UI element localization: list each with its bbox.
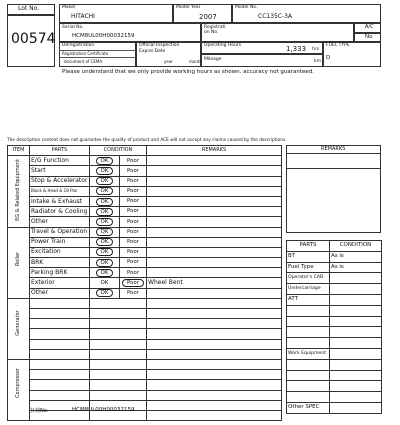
- empty-row: [8, 400, 282, 410]
- poor-cell: [120, 207, 147, 217]
- parts-name: [287, 381, 330, 392]
- item-cell: [8, 288, 30, 298]
- parts-name: [287, 327, 330, 338]
- poor-cell: [120, 288, 147, 298]
- expire-date-label: Expire Date: [139, 49, 166, 54]
- empty-cell: [90, 349, 147, 359]
- model-no-value: CC135C-3A: [258, 13, 293, 20]
- poor-cell: [120, 278, 147, 288]
- empty-cell: [8, 339, 30, 349]
- ok-cell: [90, 196, 120, 206]
- parts-name: [287, 370, 330, 381]
- poor-option: Poor: [126, 249, 140, 256]
- parts-condition: [330, 294, 382, 305]
- parts-condition: [330, 359, 382, 370]
- registration-label: Registrati on No.: [204, 25, 226, 35]
- empty-cell: [147, 309, 282, 319]
- condition-row: [8, 156, 282, 166]
- parts-name: [287, 305, 330, 316]
- empty-row: [8, 370, 282, 380]
- section-label-compressor: Compressor: [15, 367, 21, 398]
- ok-option: OK: [96, 259, 114, 267]
- empty-cell: [147, 410, 282, 420]
- poor-cell: [120, 166, 147, 176]
- item-cell: [8, 278, 30, 288]
- empty-cell: [147, 298, 282, 308]
- mileage-unit: km: [314, 59, 321, 64]
- empty-cell: [30, 319, 90, 329]
- ok-option: OK: [96, 269, 114, 277]
- parts-name: [287, 338, 330, 349]
- ok-option: OK: [96, 228, 114, 236]
- poor-option: Poor: [126, 259, 140, 266]
- ok-option: OK: [96, 218, 114, 226]
- parts-row: [287, 284, 382, 295]
- remark-cell: [147, 196, 282, 206]
- section-label-roller: Roller: [15, 251, 21, 266]
- parts-row: [287, 305, 382, 316]
- item-cell: [8, 227, 30, 237]
- mileage-label: Mileage: [204, 57, 222, 62]
- remark-cell: [147, 176, 282, 186]
- parts-row: [287, 338, 382, 349]
- remark-cell: [147, 247, 282, 257]
- ok-option: OK: [96, 157, 114, 165]
- ok-cell: [90, 156, 120, 166]
- parts-condition: [330, 338, 382, 349]
- parts-col-header: PARTS: [287, 241, 330, 252]
- parts-row: [287, 262, 382, 273]
- parts-row: [287, 316, 382, 327]
- part-name: Intake & Exhaust: [30, 196, 90, 206]
- empty-cell: [90, 339, 147, 349]
- empty-cell: [30, 380, 90, 390]
- remarks-box-title: REMARKS: [321, 146, 346, 152]
- poor-cell: [120, 176, 147, 186]
- serial-label: Serial No.: [62, 25, 84, 30]
- condition-row: [8, 227, 282, 237]
- disclaimer-text: The description content does not guarantee the quality of product and ACE will not accept any claims caused by the descriptions.: [7, 138, 287, 143]
- ok-option: OK: [96, 289, 114, 297]
- fuel-type-value: D: [326, 55, 331, 61]
- poor-cell: [120, 258, 147, 268]
- empty-cell: [30, 349, 90, 359]
- item-header: ITEM: [8, 146, 30, 156]
- lot-no-label: Lot No.: [18, 5, 40, 12]
- empty-cell: [30, 390, 90, 400]
- parts-name: Other SPEC: [287, 402, 330, 413]
- empty-cell: [90, 298, 147, 308]
- condition-row: [8, 268, 282, 278]
- poor-option: Poor: [126, 228, 140, 235]
- parts-condition: [330, 381, 382, 392]
- remark-cell: [147, 258, 282, 268]
- part-name: Block & Head & Oil Pan: [30, 186, 90, 196]
- part-name: Stop & Accelerator: [30, 176, 90, 186]
- parts-row: [287, 402, 382, 413]
- empty-cell: [90, 359, 147, 369]
- parts-row: [287, 370, 382, 381]
- poor-option: Poor: [126, 188, 140, 195]
- item-cell: [8, 268, 30, 278]
- poor-option: Poor: [126, 198, 140, 205]
- empty-row: [8, 349, 282, 359]
- ok-cell: [90, 247, 120, 257]
- empty-row: [8, 380, 282, 390]
- part-name: Radiator & Cooling: [30, 207, 90, 217]
- parts-name: [287, 316, 330, 327]
- poor-cell: [120, 247, 147, 257]
- ok-cell: [90, 258, 120, 268]
- ac-label: A/C: [365, 24, 374, 30]
- condition-row: [8, 288, 282, 298]
- parts-row: [287, 359, 382, 370]
- parts-table: [286, 240, 382, 414]
- poor-cell: [120, 186, 147, 196]
- part-name: Other: [30, 217, 90, 227]
- condition-row: [8, 247, 282, 257]
- empty-cell: [147, 400, 282, 410]
- ok-cell: [90, 176, 120, 186]
- parts-name: Work Equipment: [287, 348, 330, 359]
- ok-option: OK: [96, 167, 114, 175]
- parts-name: [287, 359, 330, 370]
- empty-cell: [90, 319, 147, 329]
- part-name: E/G Function: [30, 156, 90, 166]
- remark-cell: [147, 288, 282, 298]
- empty-cell: [90, 309, 147, 319]
- poor-option: Poor: [126, 239, 140, 246]
- empty-cell: [8, 400, 30, 410]
- poor-cell: [120, 217, 147, 227]
- empty-cell: [30, 339, 90, 349]
- model-no-label: Model No.: [235, 5, 258, 10]
- part-name: Other: [30, 288, 90, 298]
- empty-cell: [147, 319, 282, 329]
- poor-cell: [120, 156, 147, 166]
- empty-row: [8, 410, 282, 420]
- ok-option: OK: [96, 248, 114, 256]
- condition-row: [8, 166, 282, 176]
- official-inspection-label: Official Inspection: [139, 43, 180, 48]
- operating-hours-label: Operating Hours: [204, 43, 242, 48]
- parts-row: [287, 381, 382, 392]
- condition-row: [8, 237, 282, 247]
- ok-option: OK: [96, 177, 114, 185]
- part-name: BRK: [30, 258, 90, 268]
- footer-serial: HCM8UL00H00032159: [72, 407, 135, 413]
- section-label-eg: EG & Related Equipment: [15, 158, 21, 221]
- condition-row: [8, 207, 282, 217]
- ok-cell: [90, 278, 120, 288]
- remark-cell: [147, 166, 282, 176]
- remarks-box: [286, 145, 381, 233]
- parts-condition: As is: [330, 251, 382, 262]
- item-cell: [8, 237, 30, 247]
- year-label: year: [164, 59, 173, 64]
- remark-cell: [147, 156, 282, 166]
- parts-condition: [330, 348, 382, 359]
- parts-table-header: [287, 241, 382, 252]
- empty-row: [8, 319, 282, 329]
- empty-cell: [90, 390, 147, 400]
- empty-row: [8, 329, 282, 339]
- parts-name: [287, 392, 330, 403]
- ok-cell: [90, 166, 120, 176]
- ac-value: No: [365, 34, 373, 40]
- deregistration-divider-2: [59, 57, 136, 58]
- poor-option: Poor: [126, 177, 140, 184]
- ok-option: OK: [96, 208, 114, 216]
- section-label-generator: Generator: [15, 310, 21, 336]
- lot-no-value: 00574: [11, 31, 56, 47]
- registration-certificate-label: Registration Certificate: [62, 51, 109, 56]
- remark-cell: [147, 207, 282, 217]
- parts-condition: [330, 273, 382, 284]
- empty-cell: [30, 309, 90, 319]
- remark-cell: Wheel Bent: [147, 278, 282, 288]
- remarks-header: REMARKS: [147, 146, 282, 156]
- empty-cell: [90, 380, 147, 390]
- cema-document-label: document of CEMA: [64, 59, 103, 64]
- parts-condition: [330, 402, 382, 413]
- ok-cell: [90, 186, 120, 196]
- condition-row: [8, 186, 282, 196]
- part-name: Excitation: [30, 247, 90, 257]
- parts-condition: [330, 305, 382, 316]
- parts-condition: [330, 284, 382, 295]
- remark-cell: [147, 186, 282, 196]
- ok-cell: [90, 207, 120, 217]
- condition-col-header: CONDITION: [330, 241, 382, 252]
- empty-row: [8, 390, 282, 400]
- model-year-value: 2007: [199, 13, 217, 21]
- empty-cell: [147, 329, 282, 339]
- empty-row: [8, 298, 282, 308]
- ok-option: OK: [96, 198, 114, 206]
- poor-option: Poor: [126, 208, 140, 215]
- footer-label: 打刻No.: [30, 408, 49, 414]
- poor-option: Poor: [122, 279, 144, 287]
- part-name: Travel & Operation: [30, 227, 90, 237]
- ok-cell: [90, 217, 120, 227]
- empty-cell: [90, 329, 147, 339]
- parts-row: [287, 392, 382, 403]
- empty-cell: [8, 349, 30, 359]
- remark-cell: [147, 237, 282, 247]
- poor-option: Poor: [126, 157, 140, 164]
- parts-name: Fuel Type: [287, 262, 330, 273]
- empty-cell: [30, 329, 90, 339]
- empty-row: [8, 359, 282, 369]
- parts-condition: [330, 392, 382, 403]
- parts-condition: As is: [330, 262, 382, 273]
- ok-cell: [90, 227, 120, 237]
- ok-cell: [90, 288, 120, 298]
- operating-hours-value: 1,333: [286, 45, 307, 53]
- part-name: Power Train: [30, 237, 90, 247]
- poor-cell: [120, 237, 147, 247]
- poor-cell: [120, 268, 147, 278]
- fuel-type-label: FUEL TYPE: [326, 43, 350, 48]
- condition-row: [8, 278, 282, 288]
- ok-option: OK: [96, 187, 114, 195]
- operating-hours-unit: hrs: [312, 47, 320, 52]
- empty-cell: [147, 390, 282, 400]
- parts-name: ATT: [287, 294, 330, 305]
- parts-name: BT: [287, 251, 330, 262]
- empty-cell: [30, 370, 90, 380]
- condition-table: [7, 145, 282, 421]
- ok-option: OK: [96, 238, 114, 246]
- condition-row: [8, 196, 282, 206]
- parts-row: [287, 348, 382, 359]
- poor-option: Poor: [126, 269, 140, 276]
- empty-row: [8, 339, 282, 349]
- remark-cell: [147, 227, 282, 237]
- remark-cell: [147, 268, 282, 278]
- maker-label: Maker: [62, 5, 76, 10]
- poor-cell: [120, 196, 147, 206]
- parts-condition: [330, 316, 382, 327]
- empty-cell: [147, 370, 282, 380]
- parts-condition: [330, 327, 382, 338]
- remarks-box-divider: [286, 168, 381, 169]
- parts-header: PARTS: [30, 146, 90, 156]
- condition-row: [8, 217, 282, 227]
- part-name: Start: [30, 166, 90, 176]
- empty-cell: [30, 298, 90, 308]
- deregistration-label: Deregistration: [62, 43, 95, 48]
- month-label: month: [189, 59, 202, 64]
- condition-row: [8, 258, 282, 268]
- part-name: Exterior: [30, 278, 90, 288]
- empty-cell: [147, 339, 282, 349]
- parts-condition: [330, 370, 382, 381]
- empty-cell: [90, 370, 147, 380]
- condition-row: [8, 176, 282, 186]
- empty-row: [8, 309, 282, 319]
- empty-cell: [147, 349, 282, 359]
- remark-cell: [147, 217, 282, 227]
- ok-cell: [90, 237, 120, 247]
- ok-cell: [90, 268, 120, 278]
- poor-option: Poor: [126, 289, 140, 296]
- poor-option: Poor: [126, 218, 140, 225]
- condition-table-header: [8, 146, 282, 156]
- parts-name: Undercarriage: [287, 284, 330, 295]
- parts-name: Operator's CAB: [287, 273, 330, 284]
- serial-value: HCM8UL00H00032159: [72, 33, 135, 39]
- empty-cell: [147, 359, 282, 369]
- empty-cell: [30, 359, 90, 369]
- empty-cell: [8, 410, 30, 420]
- model-year-label: Model Year: [176, 5, 201, 10]
- parts-row: [287, 327, 382, 338]
- empty-cell: [8, 298, 30, 308]
- maker-value: HITACHI: [71, 13, 95, 20]
- condition-header: CONDITION: [90, 146, 147, 156]
- parts-row: [287, 251, 382, 262]
- parts-row: [287, 273, 382, 284]
- notice-text: Please understand that we only provide working hours as shown. accuracy not guaranteed.: [62, 69, 315, 75]
- ok-option: OK: [100, 279, 109, 286]
- poor-cell: [120, 227, 147, 237]
- empty-cell: [147, 380, 282, 390]
- parts-row: [287, 294, 382, 305]
- part-name: Parking BRK: [30, 268, 90, 278]
- poor-option: Poor: [126, 167, 140, 174]
